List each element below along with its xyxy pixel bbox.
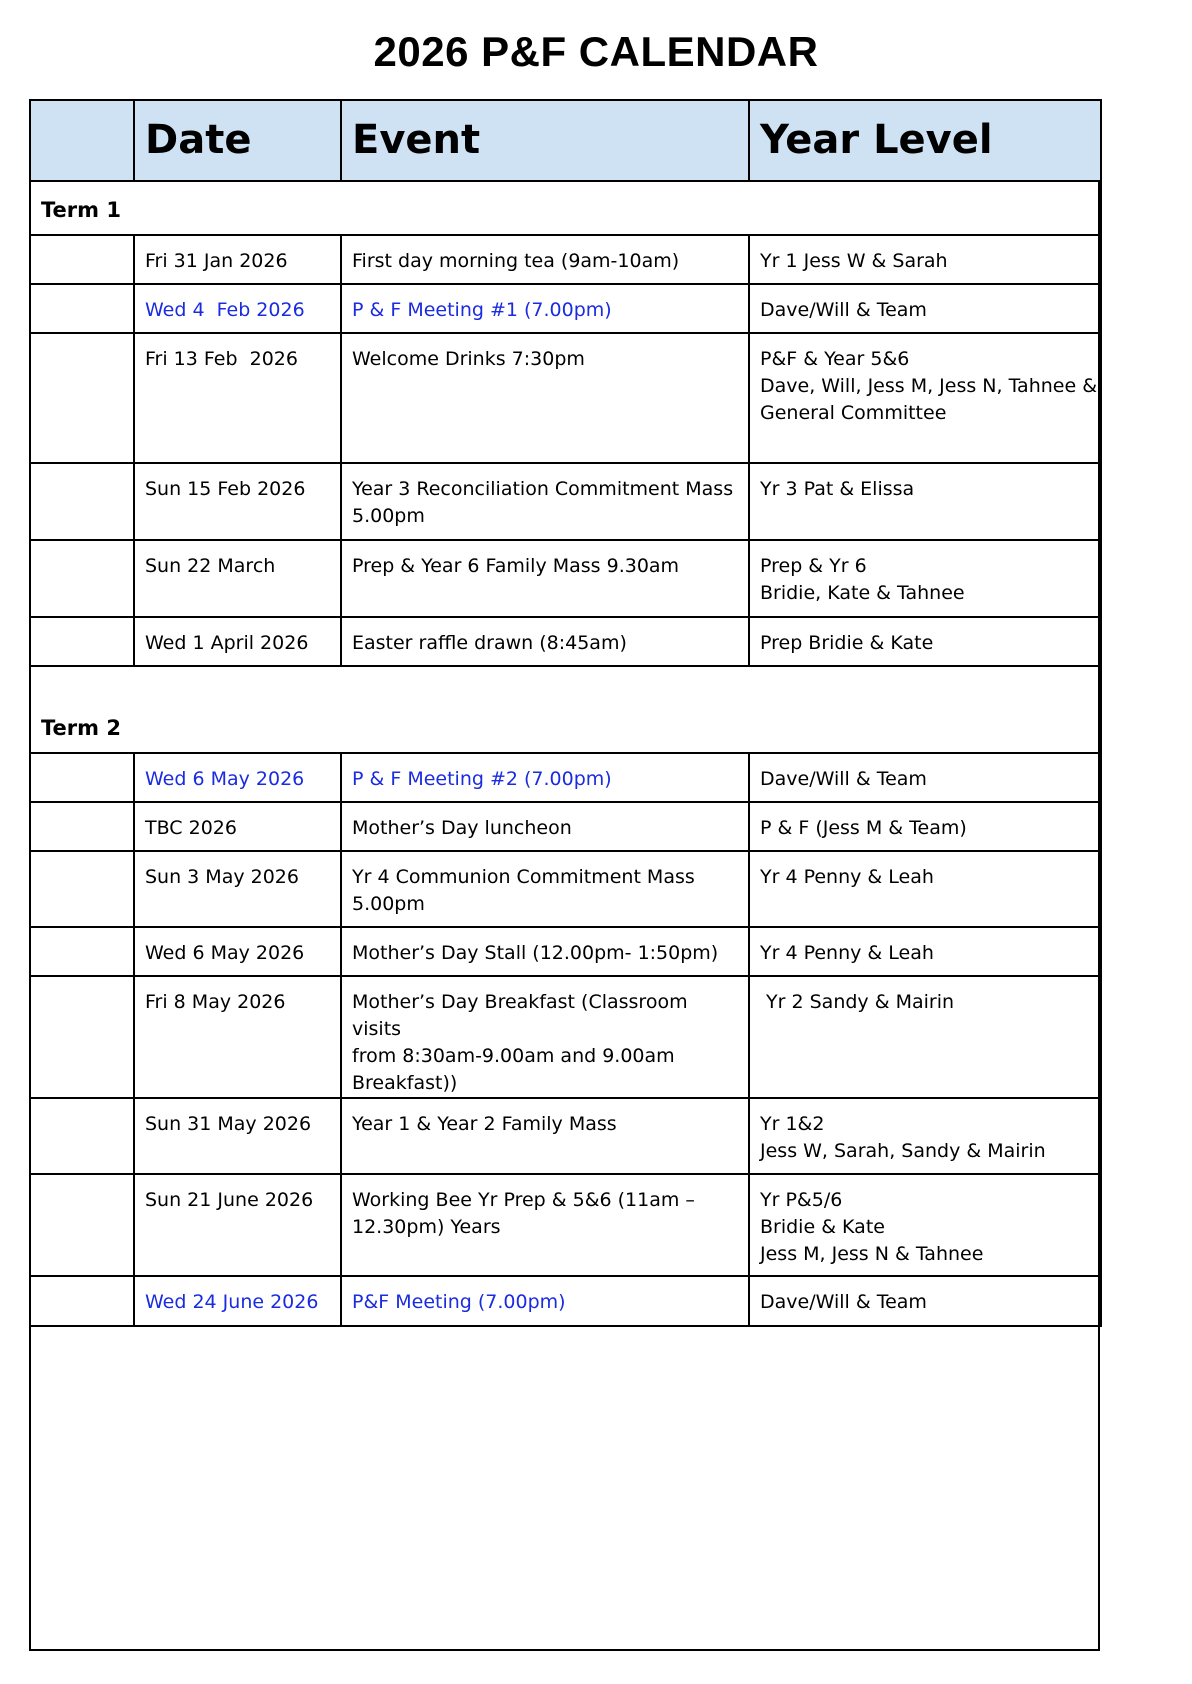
- year-level-cell: [749, 976, 1101, 1098]
- event-cell: [341, 617, 749, 666]
- calendar-table: [29, 99, 1102, 1327]
- event-cell: [341, 976, 749, 1098]
- year-level-cell: [749, 617, 1101, 666]
- event-cell: [341, 463, 749, 540]
- year-level-cell: [749, 540, 1101, 617]
- year-level-cell: [749, 1174, 1101, 1276]
- event-cell: [341, 540, 749, 617]
- blank-cell: [30, 851, 134, 927]
- blank-cell: [30, 1276, 134, 1326]
- date-cell: Wed 6 May 2026: [134, 753, 341, 802]
- year-level-cell: [749, 753, 1101, 802]
- year-level-cell: [749, 851, 1101, 927]
- year-level-text: Yr 4 Penny & Leah: [760, 866, 934, 888]
- event-text: Easter raffle drawn (8:45am): [352, 632, 627, 654]
- table-row: [30, 1098, 1101, 1174]
- event-text: Breakfast)): [352, 1072, 458, 1094]
- date-cell: Fri 13 Feb 2026: [134, 333, 341, 463]
- event-cell: [341, 1174, 749, 1276]
- blank-cell: [30, 463, 134, 540]
- year-level-text: Dave/Will & Team: [760, 1291, 927, 1313]
- year-level-text: Yr 1 Jess W & Sarah: [760, 250, 948, 272]
- table-row: [30, 851, 1101, 927]
- event-text: P&F Meeting (7.00pm): [352, 1291, 566, 1313]
- year-level-text: Dave/Will & Team: [760, 299, 927, 321]
- year-level-text: Jess M, Jess N & Tahnee: [760, 1243, 984, 1265]
- date-cell: TBC 2026: [134, 802, 341, 851]
- event-cell: [341, 1276, 749, 1326]
- term-header-row: [30, 666, 1101, 753]
- event-text: Mother’s Day Stall (12.00pm- 1:50pm): [352, 942, 719, 964]
- blank-cell: [30, 927, 134, 976]
- term-label: Term 2: [30, 666, 1101, 753]
- blank-cell: [30, 540, 134, 617]
- blank-cell: [30, 235, 134, 284]
- year-level-cell: [749, 463, 1101, 540]
- year-level-text: Dave, Will, Jess M, Jess N, Tahnee &: [760, 375, 1098, 397]
- table-row: [30, 235, 1101, 284]
- event-text: P & F Meeting #2 (7.00pm): [352, 768, 612, 790]
- year-level-text: Yr 2 Sandy & Mairin: [760, 991, 955, 1013]
- year-level-text: Dave/Will & Team: [760, 768, 927, 790]
- year-level-cell: [749, 1098, 1101, 1174]
- blank-cell: [30, 1174, 134, 1276]
- calendar-body: [30, 181, 1101, 1326]
- event-cell: [341, 333, 749, 463]
- table-row: [30, 802, 1101, 851]
- date-cell: Sun 31 May 2026: [134, 1098, 341, 1174]
- header-year-level: Year Level: [749, 100, 1101, 181]
- year-level-text: Prep Bridie & Kate: [760, 632, 934, 654]
- header-date: Date: [134, 100, 341, 181]
- year-level-cell: [749, 284, 1101, 333]
- blank-cell: [30, 976, 134, 1098]
- blank-cell: [30, 617, 134, 666]
- table-row: [30, 284, 1101, 333]
- date-cell: Sun 3 May 2026: [134, 851, 341, 927]
- year-level-text: P&F & Year 5&6: [760, 348, 910, 370]
- date-cell: Fri 8 May 2026: [134, 976, 341, 1098]
- event-text: from 8:30am-9.00am and 9.00am: [352, 1045, 675, 1067]
- date-cell: Wed 6 May 2026: [134, 927, 341, 976]
- year-level-cell: [749, 1276, 1101, 1326]
- date-cell: Wed 1 April 2026: [134, 617, 341, 666]
- event-text: Year 3 Reconciliation Commitment Mass: [352, 478, 734, 500]
- event-text: Prep & Year 6 Family Mass 9.30am: [352, 555, 680, 577]
- page-title: 2026 P&F CALENDAR: [373, 28, 819, 75]
- event-text: 12.30pm) Years: [352, 1216, 501, 1238]
- year-level-text: Bridie & Kate: [760, 1216, 885, 1238]
- header-event: Event: [341, 100, 749, 181]
- event-text: Welcome Drinks 7:30pm: [352, 348, 585, 370]
- table-row: [30, 540, 1101, 617]
- table-row: [30, 463, 1101, 540]
- term-label: Term 1: [30, 181, 1101, 235]
- event-text: Mother’s Day luncheon: [352, 817, 572, 839]
- table-row: [30, 333, 1101, 463]
- year-level-text: Yr 3 Pat & Elissa: [760, 478, 915, 500]
- table-row: [30, 1276, 1101, 1326]
- year-level-text: Yr P&5/6: [760, 1189, 843, 1211]
- blank-cell: [30, 284, 134, 333]
- header-blank-cell: [30, 100, 134, 181]
- event-text: First day morning tea (9am-10am): [352, 250, 680, 272]
- date-cell: Wed 4 Feb 2026: [134, 284, 341, 333]
- year-level-text: Bridie, Kate & Tahnee: [760, 582, 965, 604]
- blank-cell: [30, 802, 134, 851]
- event-text: P & F Meeting #1 (7.00pm): [352, 299, 612, 321]
- event-cell: [341, 927, 749, 976]
- year-level-cell: [749, 802, 1101, 851]
- event-cell: [341, 753, 749, 802]
- blank-cell: [30, 1098, 134, 1174]
- year-level-text: Jess W, Sarah, Sandy & Mairin: [760, 1140, 1046, 1162]
- table-row: [30, 753, 1101, 802]
- year-level-text: Yr 1&2: [760, 1113, 825, 1135]
- date-cell: Sun 21 June 2026: [134, 1174, 341, 1276]
- blank-cell: [30, 753, 134, 802]
- event-cell: [341, 1098, 749, 1174]
- date-cell: Sun 15 Feb 2026: [134, 463, 341, 540]
- year-level-text: Yr 4 Penny & Leah: [760, 942, 934, 964]
- event-cell: [341, 802, 749, 851]
- event-text: 5.00pm: [352, 505, 425, 527]
- header-row: [30, 100, 1101, 181]
- event-text: Yr 4 Communion Commitment Mass: [352, 866, 695, 888]
- event-cell: [341, 235, 749, 284]
- year-level-cell: [749, 333, 1101, 463]
- year-level-cell: [749, 927, 1101, 976]
- table-row: [30, 976, 1101, 1098]
- table-row: [30, 617, 1101, 666]
- date-cell: Fri 31 Jan 2026: [134, 235, 341, 284]
- table-row: [30, 1174, 1101, 1276]
- year-level-text: Prep & Yr 6: [760, 555, 867, 577]
- blank-cell: [30, 333, 134, 463]
- year-level-text: P & F (Jess M & Team): [760, 817, 967, 839]
- term-header-row: [30, 181, 1101, 235]
- table-row: [30, 927, 1101, 976]
- event-text: Mother’s Day Breakfast (Classroom visits: [352, 991, 688, 1040]
- event-text: 5.00pm: [352, 893, 425, 915]
- date-cell: Wed 24 June 2026: [134, 1276, 341, 1326]
- event-cell: [341, 851, 749, 927]
- year-level-cell: [749, 235, 1101, 284]
- event-cell: [341, 284, 749, 333]
- event-text: Working Bee Yr Prep & 5&6 (11am –: [352, 1189, 695, 1211]
- event-text: Year 1 & Year 2 Family Mass: [352, 1113, 617, 1135]
- year-level-text: General Committee: [760, 402, 947, 424]
- date-cell: Sun 22 March: [134, 540, 341, 617]
